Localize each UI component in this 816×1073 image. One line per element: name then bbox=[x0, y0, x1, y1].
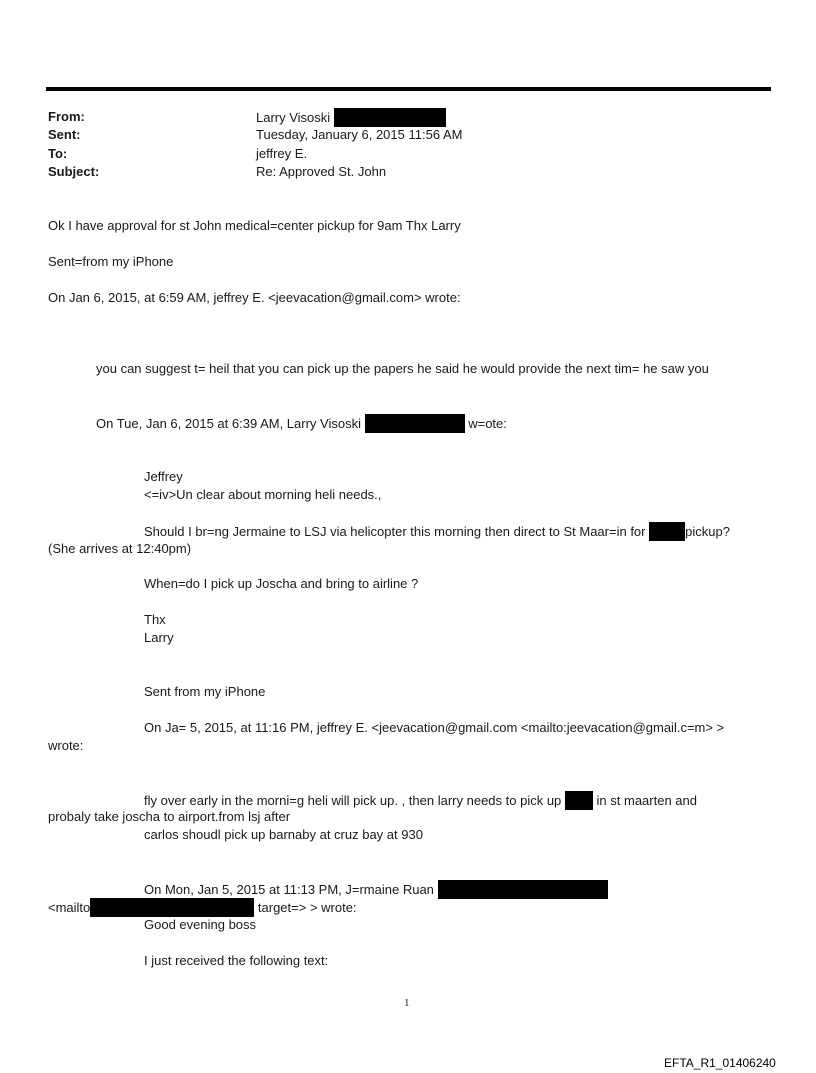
document-id: EFTA_R1_01406240 bbox=[664, 1056, 776, 1070]
subject-value: Re: Approved St. John bbox=[256, 164, 387, 179]
body-line: On Mon, Jan 5, 2015 at 11:13 PM, J=rmaine Ruan bbox=[144, 880, 608, 899]
redaction-box bbox=[365, 414, 465, 433]
redaction-box bbox=[565, 791, 593, 810]
body-line: <mailto target=> > wrote: bbox=[48, 900, 357, 915]
body-line: Should I br=ng Jermaine to LSJ via helicopter this morning then direct to St Maar=in for pickup? bbox=[144, 524, 730, 539]
body-line: probaly take joscha to airport.from lsj after bbox=[48, 809, 291, 824]
body-line: Thx bbox=[144, 612, 166, 627]
redaction-box bbox=[90, 898, 254, 917]
redaction-box bbox=[438, 880, 608, 899]
body-line: wrote: bbox=[48, 738, 84, 753]
to-value: jeffrey E. bbox=[256, 146, 308, 161]
body-line: Sent=from my iPhone bbox=[48, 254, 174, 269]
from-value: Larry Visoski bbox=[256, 108, 446, 127]
page-number: 1 bbox=[404, 997, 410, 1009]
body-line: you can suggest t= heil that you can pick up the papers he said he would provide the next tim= he saw you bbox=[96, 361, 709, 376]
body-line: Larry bbox=[144, 630, 174, 645]
header-rule bbox=[46, 87, 771, 91]
body-line: On Jan 6, 2015, at 6:59 AM, jeffrey E. <jeevacation@gmail.com> wrote: bbox=[48, 290, 461, 305]
body-line: On Ja= 5, 2015, at 11:16 PM, jeffrey E. <jeevacation@gmail.com <mailto:jeevacation@gmail.c=m> > bbox=[144, 720, 725, 735]
body-line: (She arrives at 12:40pm) bbox=[48, 541, 192, 556]
redaction-box bbox=[334, 108, 446, 127]
from-label: From: bbox=[48, 109, 85, 124]
body-line: Jeffrey bbox=[144, 469, 183, 484]
body-line: On Tue, Jan 6, 2015 at 6:39 AM, Larry Visoski w=ote: bbox=[96, 416, 507, 431]
sent-value: Tuesday, January 6, 2015 11:56 AM bbox=[256, 127, 463, 142]
to-label: To: bbox=[48, 146, 68, 161]
redaction-box bbox=[649, 522, 685, 541]
body-line: I just received the following text: bbox=[144, 953, 329, 968]
body-line: fly over early in the morni=g heli will pick up. , then larry needs to pick up in st maarten and bbox=[144, 793, 697, 808]
body-line: Good evening boss bbox=[144, 917, 257, 932]
body-line: Sent from my iPhone bbox=[144, 684, 266, 699]
body-line: <=iv>Un clear about morning heli needs., bbox=[144, 487, 382, 502]
body-line: When=do I pick up Joscha and bring to airline ? bbox=[144, 576, 419, 591]
body-line: Ok I have approval for st John medical=center pickup for 9am Thx Larry bbox=[48, 218, 461, 233]
subject-label: Subject: bbox=[48, 164, 100, 179]
body-line: carlos shoudl pick up barnaby at cruz bay at 930 bbox=[144, 827, 423, 842]
sent-label: Sent: bbox=[48, 127, 81, 142]
